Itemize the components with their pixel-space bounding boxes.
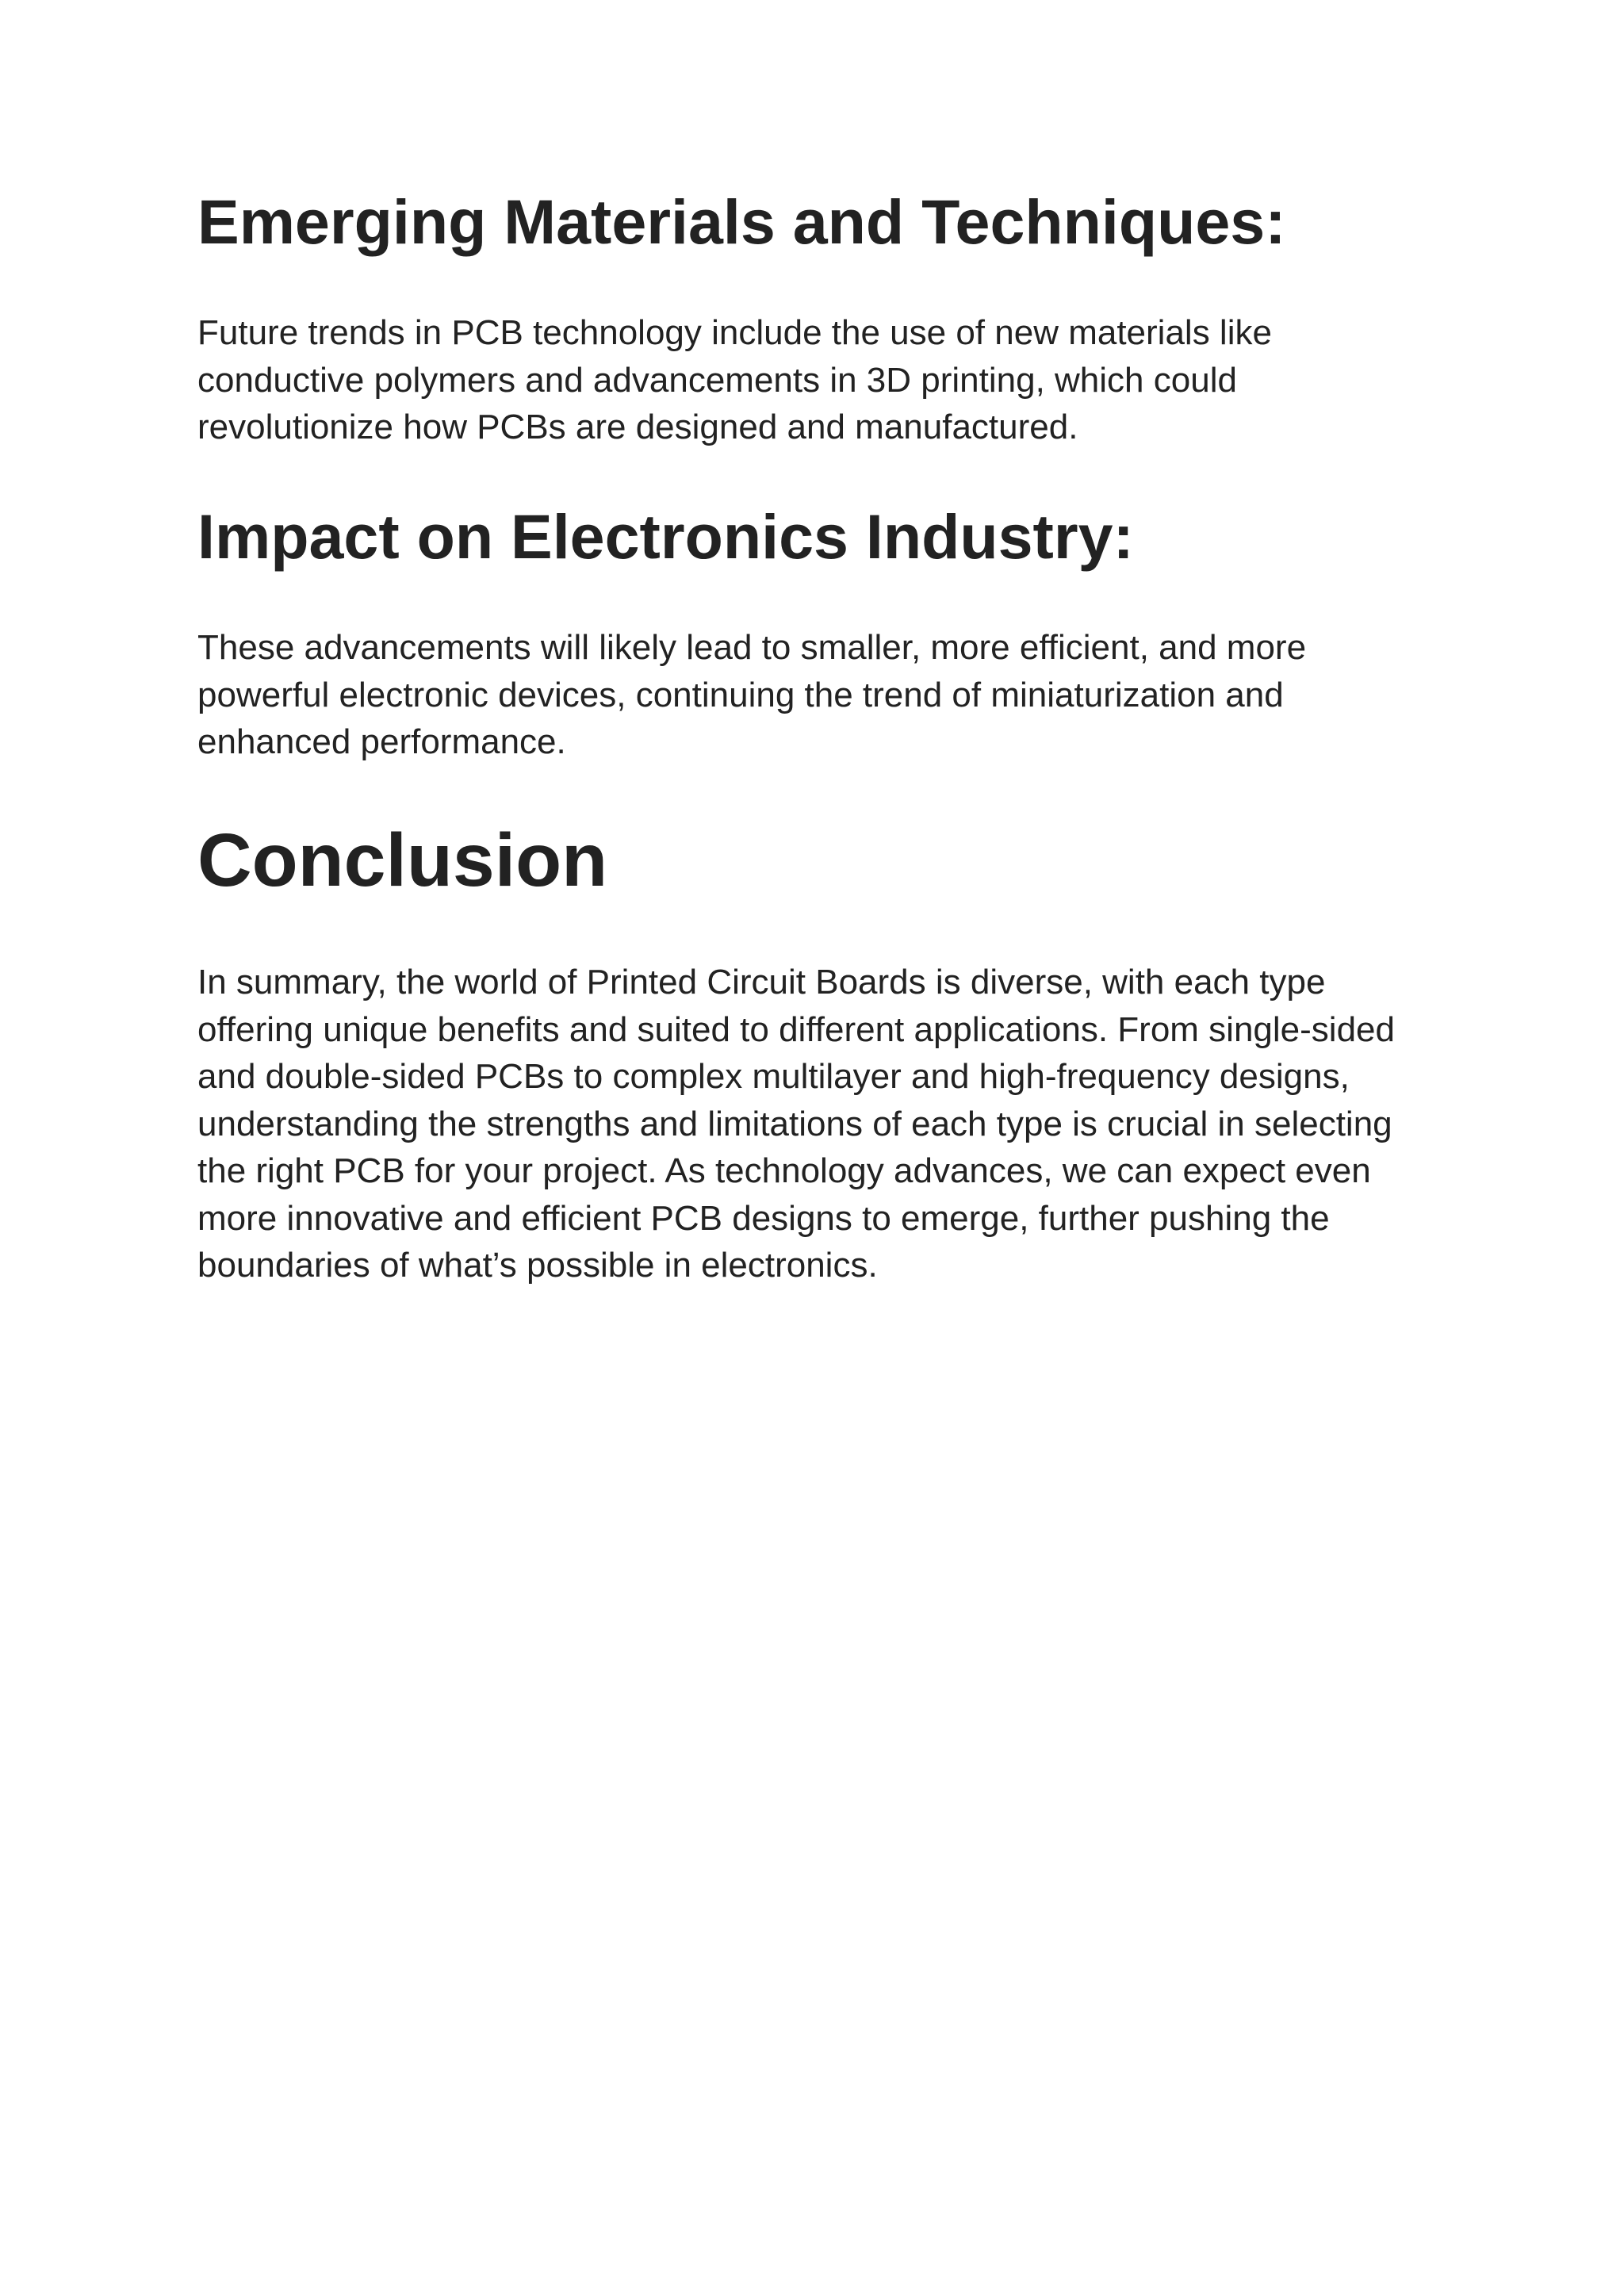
section-heading-conclusion: Conclusion <box>197 818 608 902</box>
section-heading-emerging-materials: Emerging Materials and Techniques: <box>197 186 1286 257</box>
section-paragraph-emerging-materials: Future trends in PCB technology include the use of new materials like conductive polymers and advancements in 3D printing, which could revolutionize how PCBs are designed and manufactured. <box>197 313 1272 447</box>
section-paragraph-impact: These advancements will likely lead to smaller, more efficient, and more powerful electronic devices, continuing the trend of miniaturization and enhanced performance. <box>197 628 1307 762</box>
section-heading-impact: Impact on Electronics Industry: <box>197 500 1134 572</box>
document-content <box>197 187 1434 1289</box>
section-paragraph-conclusion: In summary, the world of Printed Circuit Boards is diverse, with each type offering unique benefits and suited to different applications. From single-sided and double-sided PCBs to complex multilayer and high-frequency designs, understanding the strengths and limitations of each type is crucial in selecting the right PCB for your project. As technology advances, we can expect even more innovative and efficient PCB designs to emerge, further pushing the boundaries of what’s possible in electronics. <box>197 963 1395 1285</box>
